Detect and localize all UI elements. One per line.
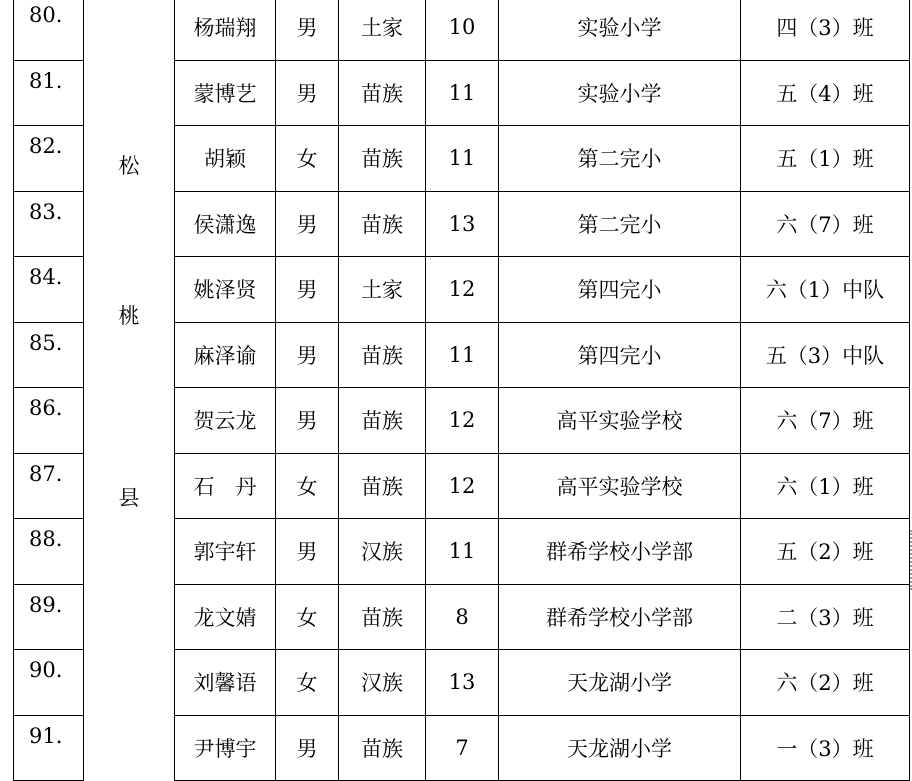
school-cell: 第四完小 (499, 257, 741, 323)
age-cell: 11 (426, 519, 499, 585)
row-number-cell: 88. (14, 519, 84, 585)
class-cell: 六（1）班 (741, 453, 910, 519)
school-cell: 群希学校小学部 (499, 519, 741, 585)
county-label-char: 桃 (118, 303, 140, 328)
student-name-cell: 郭宇轩 (175, 519, 276, 585)
table-body (14, 0, 910, 781)
age-cell: 10 (426, 0, 499, 60)
ethnicity-cell: 苗族 (339, 388, 426, 454)
gender-cell: 男 (276, 715, 339, 781)
school-cell: 高平实验学校 (499, 388, 741, 454)
ethnicity-cell: 苗族 (339, 191, 426, 257)
age-cell: 12 (426, 453, 499, 519)
ethnicity-cell: 苗族 (339, 126, 426, 192)
student-name-cell: 刘馨语 (175, 650, 276, 716)
class-cell: 六（7）班 (741, 191, 910, 257)
row-number-cell: 80. (14, 0, 84, 60)
class-cell: 六（2）班 (741, 650, 910, 716)
age-cell: 13 (426, 650, 499, 716)
school-cell: 第二完小 (499, 191, 741, 257)
school-cell: 第二完小 (499, 126, 741, 192)
gender-cell: 女 (276, 453, 339, 519)
age-cell: 11 (426, 126, 499, 192)
student-name-cell: 贺云龙 (175, 388, 276, 454)
row-number-cell: 89. (14, 584, 84, 650)
gender-cell: 女 (276, 584, 339, 650)
row-number-cell: 83. (14, 191, 84, 257)
row-number-cell: 84. (14, 257, 84, 323)
student-name-cell: 石 丹 (175, 453, 276, 519)
school-cell: 群希学校小学部 (499, 584, 741, 650)
gender-cell: 女 (276, 126, 339, 192)
ethnicity-cell: 苗族 (339, 322, 426, 388)
student-name-cell: 蒙博艺 (175, 60, 276, 126)
row-number-cell: 82. (14, 126, 84, 192)
row-number-cell: 85. (14, 322, 84, 388)
student-name-cell: 杨瑞翔 (175, 0, 276, 60)
table-row (14, 0, 910, 60)
row-number-cell: 86. (14, 388, 84, 454)
school-cell: 天龙湖小学 (499, 650, 741, 716)
ethnicity-cell: 汉族 (339, 650, 426, 716)
student-name-cell: 龙文婧 (175, 584, 276, 650)
row-number-cell: 87. (14, 453, 84, 519)
county-label-char: 松 (118, 153, 140, 178)
ethnicity-cell: 苗族 (339, 584, 426, 650)
student-roster-table (13, 0, 910, 781)
student-name-cell: 侯潇逸 (175, 191, 276, 257)
age-cell: 12 (426, 388, 499, 454)
age-cell: 13 (426, 191, 499, 257)
class-cell: 一（3）班 (741, 715, 910, 781)
age-cell: 12 (426, 257, 499, 323)
gender-cell: 男 (276, 322, 339, 388)
class-cell: 六（1）中队 (741, 257, 910, 323)
gender-cell: 男 (276, 388, 339, 454)
gender-cell: 男 (276, 191, 339, 257)
student-name-cell: 姚泽贤 (175, 257, 276, 323)
age-cell: 11 (426, 322, 499, 388)
school-cell: 天龙湖小学 (499, 715, 741, 781)
class-cell: 五（1）班 (741, 126, 910, 192)
class-cell: 五（2）班 (741, 519, 910, 585)
gender-cell: 女 (276, 650, 339, 716)
ethnicity-cell: 汉族 (339, 519, 426, 585)
class-cell: 六（7）班 (741, 388, 910, 454)
ethnicity-cell: 苗族 (339, 453, 426, 519)
school-cell: 第四完小 (499, 322, 741, 388)
class-cell: 五（3）中队 (741, 322, 910, 388)
row-number-cell: 81. (14, 60, 84, 126)
school-cell: 实验小学 (499, 60, 741, 126)
class-cell: 五（4）班 (741, 60, 910, 126)
school-cell: 实验小学 (499, 0, 741, 60)
ethnicity-cell: 土家 (339, 257, 426, 323)
student-name-cell: 麻泽谕 (175, 322, 276, 388)
age-cell: 8 (426, 584, 499, 650)
gender-cell: 男 (276, 60, 339, 126)
county-cell (84, 0, 175, 781)
ethnicity-cell: 土家 (339, 0, 426, 60)
class-cell: 二（3）班 (741, 584, 910, 650)
age-cell: 7 (426, 715, 499, 781)
student-name-cell: 胡颖 (175, 126, 276, 192)
student-name-cell: 尹博宇 (175, 715, 276, 781)
gender-cell: 男 (276, 257, 339, 323)
page-edge-marker (908, 530, 912, 590)
county-label-char: 县 (118, 485, 140, 510)
row-number-cell: 90. (14, 650, 84, 716)
ethnicity-cell: 苗族 (339, 715, 426, 781)
age-cell: 11 (426, 60, 499, 126)
gender-cell: 男 (276, 519, 339, 585)
class-cell: 四（3）班 (741, 0, 910, 60)
gender-cell: 男 (276, 0, 339, 60)
row-number-cell: 91. (14, 715, 84, 781)
school-cell: 高平实验学校 (499, 453, 741, 519)
ethnicity-cell: 苗族 (339, 60, 426, 126)
